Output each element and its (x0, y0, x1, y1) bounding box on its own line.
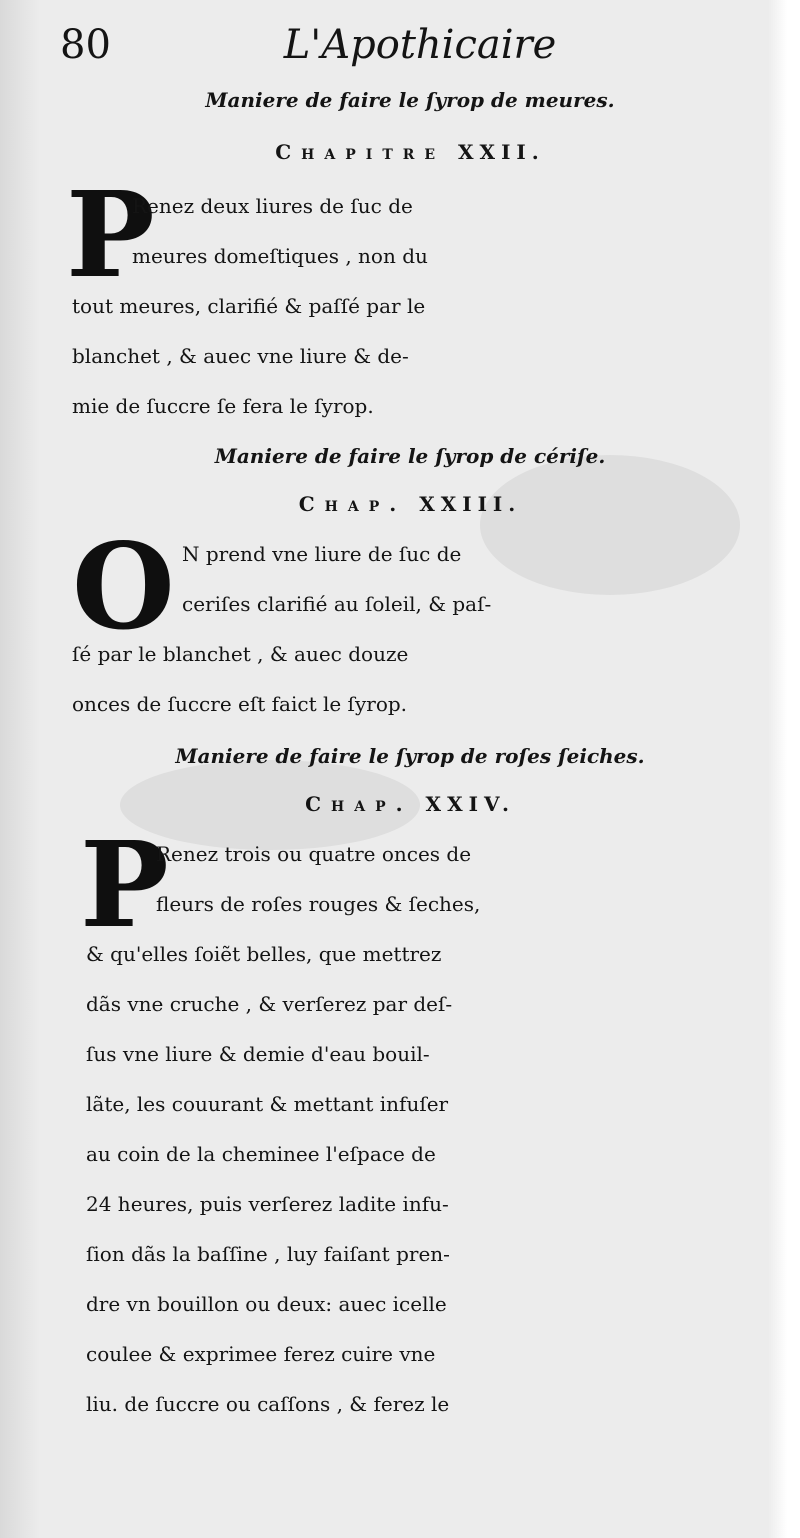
running-title: L'Apothicaire (283, 22, 557, 68)
chapter-number: XXIV. (425, 792, 515, 816)
page-number: 80 (60, 22, 111, 68)
chapter-number: XXIII. (419, 492, 522, 516)
text-line: tout meures, clarifié & paſſé par le (72, 294, 426, 318)
text-line: ſé par le blanchet , & auec douze (72, 642, 409, 666)
drop-cap: P (66, 165, 153, 304)
text-line: dre vn bouillon ou deux: auec icelle (86, 1292, 447, 1316)
text-line: lãte, les couurant & mettant infuſer (86, 1092, 449, 1116)
text-line: blanchet , & auec vne liure & de- (72, 344, 409, 368)
text-line: ſion dãs la baſſine , luy faiſant pren- (86, 1242, 450, 1266)
text-line: fleurs de roſes rouges & ſeches, (156, 892, 481, 916)
chapter-rubric: Maniere de faire le ſyrop de roſes ſeiches. (175, 744, 645, 768)
text-line: N prend vne liure de ſuc de (182, 542, 462, 566)
drop-cap: P (80, 815, 167, 954)
text-line: 24 heures, puis verſerez ladite infu- (86, 1192, 449, 1216)
text-line: & qu'elles ſoiẽt belles, que mettrez (86, 942, 442, 966)
text-line: meures domeſtiques , non du (132, 244, 428, 268)
text-line: ceriſes clarifié au ſoleil, & paſ- (182, 592, 492, 616)
text-line: mie de ſuccre ſe fera le ſyrop. (72, 394, 374, 418)
text-line: au coin de la cheminee l'eſpace de (86, 1142, 436, 1166)
text-line: coulee & exprimee ferez cuire vne (86, 1342, 436, 1366)
text-line: Renez deux liures de ſuc de (132, 194, 413, 218)
text-line: ſus vne liure & demie d'eau bouil- (86, 1042, 430, 1066)
text-line: Renez trois ou quatre onces de (156, 842, 472, 866)
text-line: dãs vne cruche , & verſerez par deſ- (86, 992, 453, 1016)
chapter-number: XXII. (458, 140, 545, 164)
page-header (60, 22, 740, 72)
chapter-word: Chapitre (275, 140, 446, 164)
chapter-word: Chap. (305, 792, 413, 816)
chapter-rubric: Maniere de faire le ſyrop de cériſe. (214, 444, 606, 468)
text-line: onces de ſuccre eſt faict le ſyrop. (72, 692, 408, 716)
text-line: liu. de ſuccre ou caſſons , & ferez le (86, 1392, 450, 1416)
drop-cap: O (72, 517, 173, 656)
chapter-word: Chap. (298, 492, 407, 516)
chapter-rubric: Maniere de faire le ſyrop de meures. (205, 88, 615, 112)
